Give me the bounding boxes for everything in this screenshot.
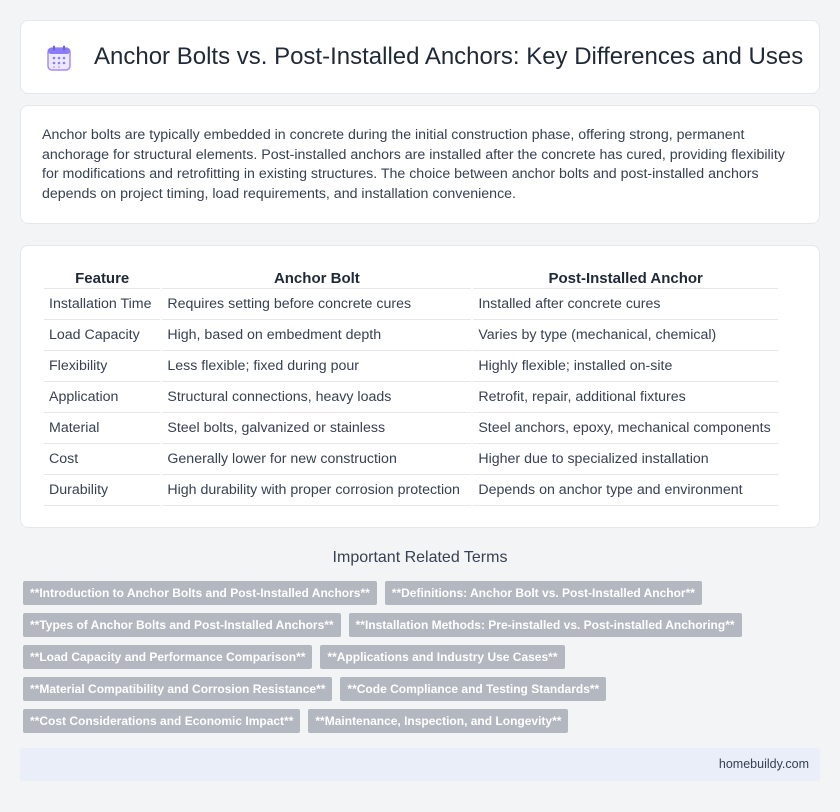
terms-row: [23, 677, 813, 701]
terms-row: [23, 645, 813, 669]
table-row: [44, 444, 778, 475]
related-terms-heading: Important Related Terms: [332, 549, 508, 566]
header-feature: Feature: [44, 266, 160, 289]
header-card: [20, 20, 820, 94]
related-terms-list: [23, 581, 813, 741]
term-tag[interactable]: **Code Compliance and Testing Standards**: [340, 677, 606, 701]
term-tag[interactable]: **Maintenance, Inspection, and Longevity**: [308, 709, 568, 733]
term-tag[interactable]: **Types of Anchor Bolts and Post-Installed Anchors**: [23, 613, 341, 637]
feature-cell: Durability: [44, 475, 160, 506]
comparison-table: [42, 266, 780, 506]
table-row: [44, 382, 778, 413]
post-installed-cell: Varies by type (mechanical, chemical): [473, 320, 778, 351]
calendar-icon: [47, 45, 71, 71]
term-tag[interactable]: **Introduction to Anchor Bolts and Post-Installed Anchors**: [23, 581, 377, 605]
anchor-bolt-cell: Requires setting before concrete cures: [162, 289, 471, 320]
post-installed-cell: Higher due to specialized installation: [473, 444, 778, 475]
terms-row: [23, 613, 813, 637]
anchor-bolt-cell: Structural connections, heavy loads: [162, 382, 471, 413]
feature-cell: Material: [44, 413, 160, 444]
anchor-bolt-cell: High durability with proper corrosion protection: [162, 475, 471, 506]
feature-cell: Installation Time: [44, 289, 160, 320]
terms-row: [23, 709, 813, 733]
intro-card: [20, 105, 820, 224]
feature-cell: Flexibility: [44, 351, 160, 382]
terms-row: [23, 581, 813, 605]
feature-cell: Load Capacity: [44, 320, 160, 351]
comparison-table-card: [20, 245, 820, 528]
feature-cell: Application: [44, 382, 160, 413]
table-row: [44, 475, 778, 506]
table-row: [44, 351, 778, 382]
anchor-bolt-cell: Less flexible; fixed during pour: [162, 351, 471, 382]
header-anchor-bolt: Anchor Bolt: [162, 266, 471, 289]
table-row: [44, 320, 778, 351]
term-tag[interactable]: **Applications and Industry Use Cases**: [320, 645, 564, 669]
feature-cell: Cost: [44, 444, 160, 475]
anchor-bolt-cell: Steel bolts, galvanized or stainless: [162, 413, 471, 444]
term-tag[interactable]: **Material Compatibility and Corrosion Resistance**: [23, 677, 332, 701]
post-installed-cell: Retrofit, repair, additional fixtures: [473, 382, 778, 413]
footer-bar: [20, 748, 820, 781]
post-installed-cell: Depends on anchor type and environment: [473, 475, 778, 506]
table-header-row: [44, 266, 778, 289]
post-installed-cell: Highly flexible; installed on-site: [473, 351, 778, 382]
anchor-bolt-cell: Generally lower for new construction: [162, 444, 471, 475]
footer-site-link[interactable]: homebuildy.com: [718, 757, 809, 771]
post-installed-cell: Installed after concrete cures: [473, 289, 778, 320]
term-tag[interactable]: **Load Capacity and Performance Comparison**: [23, 645, 312, 669]
table-row: [44, 289, 778, 320]
page-title: Anchor Bolts vs. Post-Installed Anchors: Key Differences and Uses: [94, 43, 804, 70]
term-tag[interactable]: **Cost Considerations and Economic Impact**: [23, 709, 300, 733]
header-post-installed-anchor: Post-Installed Anchor: [473, 266, 778, 289]
term-tag[interactable]: **Installation Methods: Pre-installed vs. Post-installed Anchoring**: [349, 613, 742, 637]
table-row: [44, 413, 778, 444]
post-installed-cell: Steel anchors, epoxy, mechanical components: [473, 413, 778, 444]
term-tag[interactable]: **Definitions: Anchor Bolt vs. Post-Installed Anchor**: [385, 581, 702, 605]
anchor-bolt-cell: High, based on embedment depth: [162, 320, 471, 351]
intro-paragraph: Anchor bolts are typically embedded in concrete during the initial construction phase, offering strong, permanent anchorage for structural elements. Post-installed anchors are installed after the concrete has cured, providing flexibility for modifications and retrofitting in existing structures. The choice between anchor bolts and post-installed anchors depends on project timing, load requirements, and installation convenience.: [42, 127, 785, 202]
